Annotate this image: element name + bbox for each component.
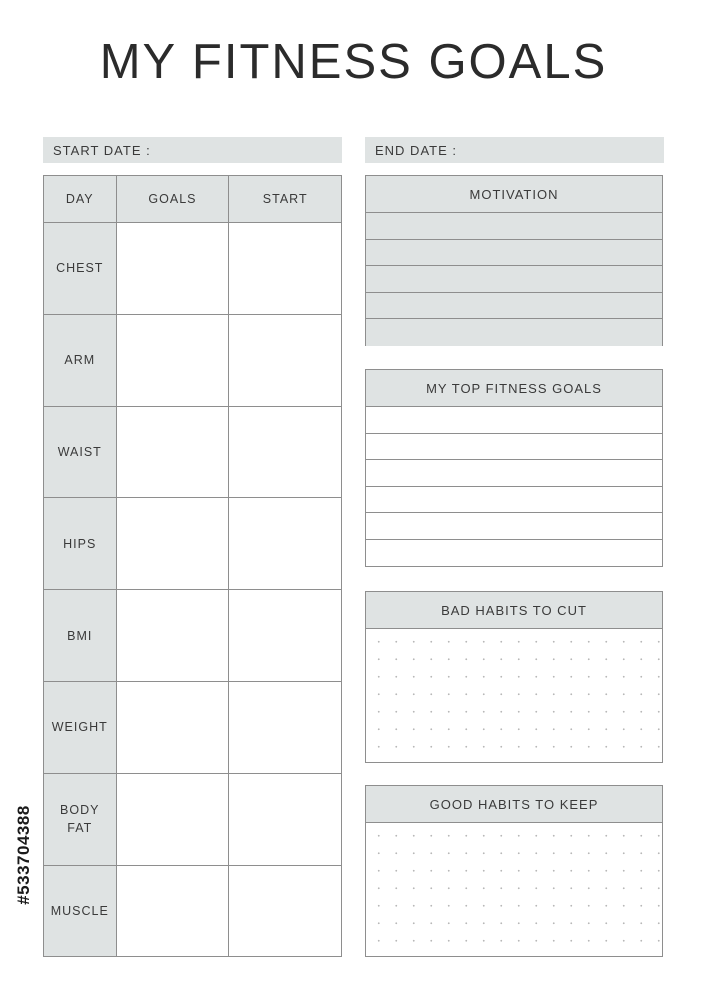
- goal-cell[interactable]: [116, 314, 229, 406]
- table-row: [44, 865, 342, 957]
- goal-line[interactable]: [366, 487, 662, 514]
- goal-line[interactable]: [366, 540, 662, 567]
- start-cell[interactable]: [229, 498, 342, 590]
- row-label-bmi: BMI: [44, 590, 117, 682]
- start-cell[interactable]: [229, 314, 342, 406]
- row-label-body-fat: BODY FAT: [44, 773, 117, 865]
- end-date-field[interactable]: [365, 137, 664, 163]
- good-habits-dot-grid[interactable]: [366, 823, 662, 956]
- top-goals-heading: MY TOP FITNESS GOALS: [366, 370, 662, 407]
- measurements-table: [43, 175, 342, 957]
- table-row: [44, 223, 342, 315]
- bad-habits-dot-grid[interactable]: [366, 629, 662, 762]
- bad-habits-panel: [365, 591, 663, 763]
- table-row: [44, 314, 342, 406]
- row-label-hips: HIPS: [44, 498, 117, 590]
- goal-cell[interactable]: [116, 406, 229, 498]
- row-label-waist: WAIST: [44, 406, 117, 498]
- start-cell[interactable]: [229, 406, 342, 498]
- good-habits-panel: [365, 785, 663, 957]
- row-label-muscle: MUSCLE: [44, 865, 117, 957]
- row-label-chest: CHEST: [44, 223, 117, 315]
- goal-line[interactable]: [366, 434, 662, 461]
- header-start: START: [229, 176, 342, 223]
- table-row: [44, 773, 342, 865]
- goal-cell[interactable]: [116, 773, 229, 865]
- start-cell[interactable]: [229, 590, 342, 682]
- goal-cell[interactable]: [116, 681, 229, 773]
- goal-cell[interactable]: [116, 223, 229, 315]
- table-row: [44, 498, 342, 590]
- page-title: MY FITNESS GOALS: [99, 35, 608, 89]
- table-row: [44, 681, 342, 773]
- goal-cell[interactable]: [116, 865, 229, 957]
- bad-habits-heading: BAD HABITS TO CUT: [366, 592, 662, 629]
- table-row: [44, 406, 342, 498]
- header-goals: GOALS: [116, 176, 229, 223]
- start-cell[interactable]: [229, 223, 342, 315]
- stock-id-text: #533704388: [14, 805, 33, 905]
- motivation-line[interactable]: [366, 213, 662, 240]
- start-date-field[interactable]: [43, 137, 342, 163]
- goal-line[interactable]: [366, 407, 662, 434]
- motivation-heading: MOTIVATION: [366, 176, 662, 213]
- stock-id-watermark: [14, 760, 34, 950]
- start-cell[interactable]: [229, 681, 342, 773]
- motivation-line[interactable]: [366, 293, 662, 320]
- table-row: [44, 590, 342, 682]
- motivation-panel: [365, 175, 663, 346]
- goal-line[interactable]: [366, 460, 662, 487]
- motivation-line[interactable]: [366, 319, 662, 346]
- goal-line[interactable]: [366, 513, 662, 540]
- header-day: DAY: [44, 176, 117, 223]
- top-goals-panel: [365, 369, 663, 567]
- start-cell[interactable]: [229, 865, 342, 957]
- goal-cell[interactable]: [116, 498, 229, 590]
- motivation-line[interactable]: [366, 266, 662, 293]
- goal-cell[interactable]: [116, 590, 229, 682]
- good-habits-heading: GOOD HABITS TO KEEP: [366, 786, 662, 823]
- row-label-weight: WEIGHT: [44, 681, 117, 773]
- motivation-line[interactable]: [366, 240, 662, 267]
- end-date-label: END DATE :: [375, 143, 457, 158]
- row-label-arm: ARM: [44, 314, 117, 406]
- start-date-label: START DATE :: [53, 143, 151, 158]
- start-cell[interactable]: [229, 773, 342, 865]
